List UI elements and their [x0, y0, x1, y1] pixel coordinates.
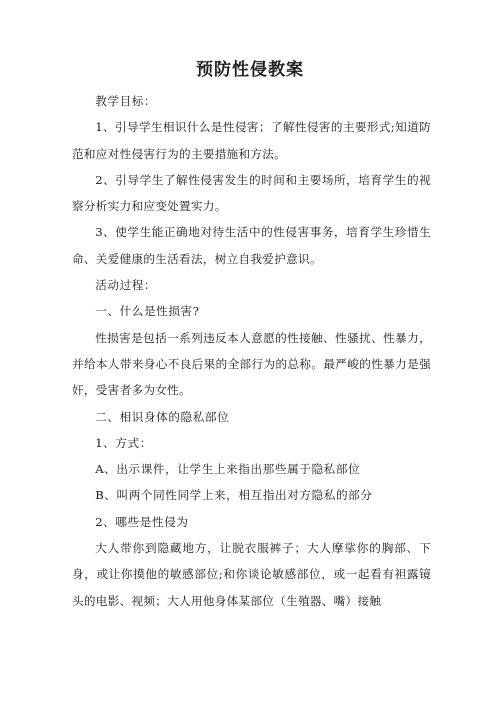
document-body [72, 88, 431, 614]
paragraph-which-heading: 2、哪些是性侵为 [95, 514, 189, 529]
paragraph-method-b: B、叫两个同性同学上来，相互指出对方隐私的部分 [95, 488, 373, 503]
paragraph-definition: 性损害是包括一系列违反本人意愿的性接触、性骚扰、性暴力，并给本人带来身心不良后果的全部行为的总称。最严峻的性暴力是强奸，受害者多为女性。 [72, 330, 431, 398]
paragraph-activity-heading: 活动过程： [95, 278, 157, 293]
paragraph-teaching-goals-heading: 教学目标： [95, 94, 157, 108]
paragraph-goal-1: 1、引导学生相识什么是性侵害；了解性侵害的主要形式;知道防范和应对性侵害行为的主要措施和方法。 [72, 120, 431, 161]
paragraph-section-2-heading: 二、相识身体的隐私部位 [95, 409, 230, 424]
paragraph-examples: 大人带你到隐藏地方，让脱衣服裤子；大人摩挲你的胸部、下身，或让你摸他的敏感部位;和你谈论敏感部位，或一起看有袒露镜头的电影、视频；大人用他身体某部位（生殖器、嘴）接触 [72, 541, 431, 608]
paragraph-goal-3: 3、使学生能正确地对待生活中的性侵害事务，培育学生珍惜生命、关爱健康的生活看法，树立自我爱护意识。 [72, 225, 431, 266]
paragraph-goal-2: 2、引导学生了解性侵害发生的时间和主要场所，培育学生的视察分析实力和应变处置实力。 [72, 172, 431, 214]
paragraph-method-heading: 1、方式： [95, 435, 152, 450]
paragraph-section-1-heading: 一、什么是性损害? [95, 304, 200, 319]
paragraph-method-a: A、出示课件，让学生上来指出那些属于隐私部位 [95, 462, 361, 477]
document-title: 预防性侵教案 [196, 60, 304, 80]
